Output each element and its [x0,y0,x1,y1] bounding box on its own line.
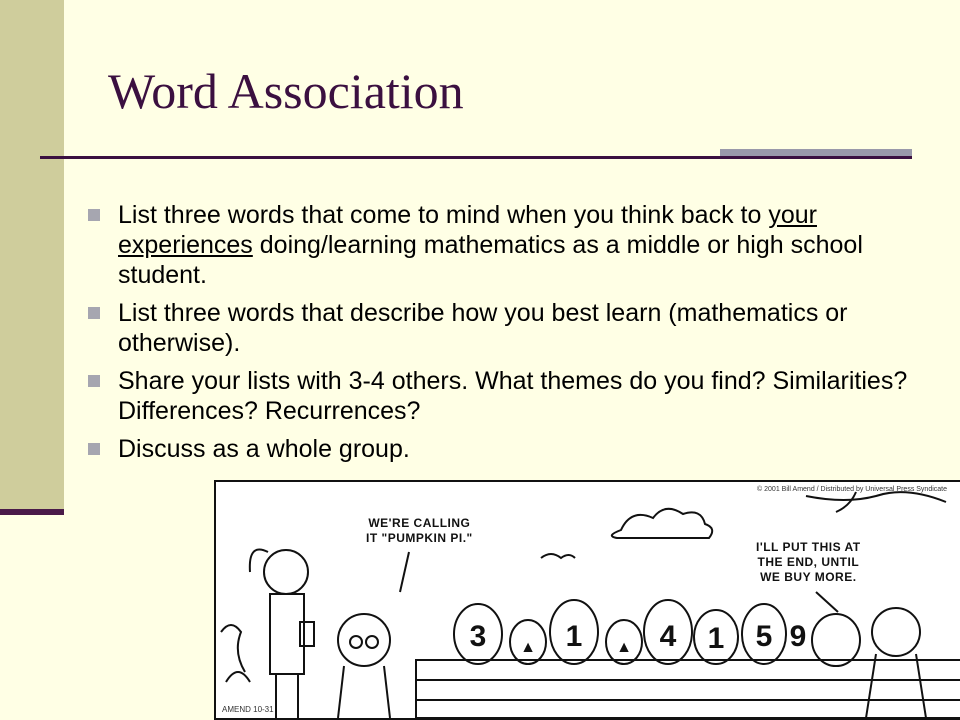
comic-strip [214,480,960,720]
svg-text:▲: ▲ [616,639,632,656]
cloud-icon [612,509,712,538]
girl-figure [250,550,314,719]
boy-figure [338,614,390,718]
bullet-item [86,298,916,358]
bullet-square-icon [88,375,100,387]
slide-title: Word Association [108,63,464,119]
bullet-text-underlined: your experiences [118,201,817,259]
bullet-text: List three words that describe how you best learn (mathematics or otherwise). [118,299,848,357]
comic-signature: AMEND 10-31 [222,705,274,714]
bullet-item [86,200,916,290]
svg-text:1: 1 [707,622,725,655]
svg-text:▲: ▲ [520,639,536,656]
sidebar-bar [0,0,64,512]
comic-copyright: © 2001 Bill Amend / Distributed by Universal Press Syndicate [757,486,947,493]
svg-text:9: 9 [789,620,807,653]
svg-text:5: 5 [755,620,773,653]
brick-wall [416,660,960,718]
bird-icon [541,554,575,558]
bullet-square-icon [88,307,100,319]
comic-drawing [216,482,960,718]
title-accent-bar [720,149,912,156]
speech-bubble-left: WE'RE CALLING IT "PUMPKIN PI." [366,516,473,545]
sidebar-accent-bar [0,509,64,515]
speech-bubble-right: I'LL PUT THIS AT THE END, UNTIL WE BUY MORE. [756,540,861,584]
bullet-text: Discuss as a whole group. [118,435,410,463]
bullet-item [86,366,916,426]
bullet-text: doing/learning mathematics as a middle or high school student. [118,231,863,289]
bullet-item [86,434,916,464]
weeds-icon [221,625,250,682]
bullet-square-icon [88,443,100,455]
kid-holding-pumpkin [866,608,926,718]
branch-icon [806,492,946,502]
svg-text:3: 3 [469,620,487,653]
svg-text:1: 1 [565,620,583,653]
bullet-text: List three words that come to mind when you think back to [118,201,769,229]
bullet-list [86,200,916,472]
bullet-square-icon [88,209,100,221]
bullet-text: Share your lists with 3-4 others. What themes do you find? Similarities? Differences? Recurrences? [118,367,908,425]
svg-text:4: 4 [659,620,677,653]
title-underline [40,156,912,159]
